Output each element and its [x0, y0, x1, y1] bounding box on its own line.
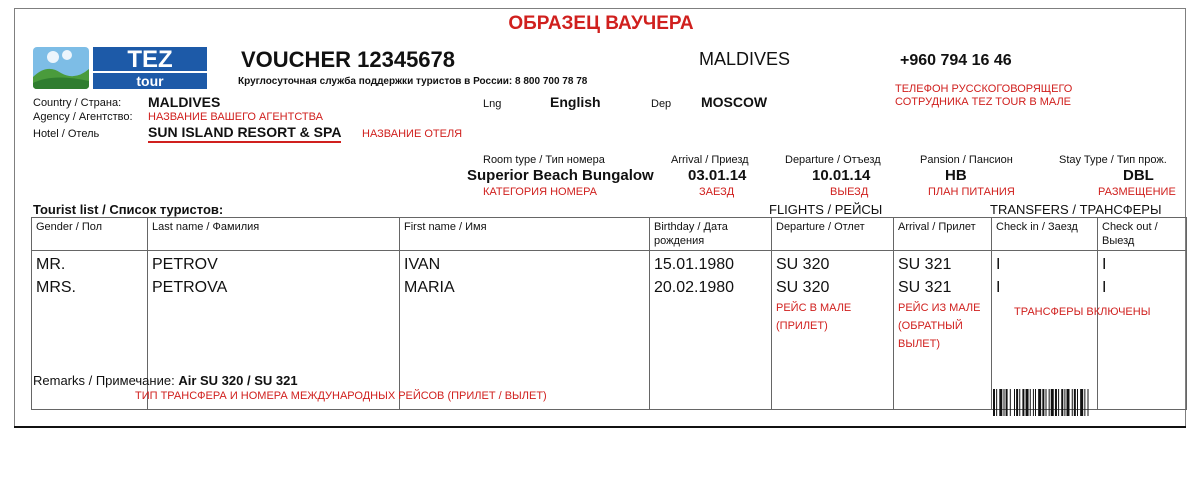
arrival-flight-1: SU 321	[898, 256, 952, 273]
birthday-2: 20.02.1980	[654, 279, 735, 296]
check-in-2: I	[996, 279, 1001, 296]
header-gender: Gender / Пол	[32, 218, 148, 251]
departure-flight-2: SU 320	[776, 279, 830, 296]
phone-note-line2: СОТРУДНИКА TEZ TOUR В МАЛЕ	[895, 96, 1072, 108]
check-out-2: I	[1102, 279, 1107, 296]
stay-type-label: Stay Type / Тип прож.	[1059, 154, 1167, 166]
header-arrival: Arrival / Прилет	[894, 218, 992, 251]
svg-text:tour: tour	[136, 73, 164, 89]
stay-type-value: DBL	[1123, 167, 1154, 184]
room-type-value: Superior Beach Bungalow	[467, 167, 654, 184]
departure-flight-note: РЕЙС В МАЛЕ (ПРИЛЕТ)	[776, 302, 852, 332]
agency-value: НАЗВАНИЕ ВАШЕГО АГЕНТСТВА	[148, 111, 323, 123]
check-in-1: I	[996, 256, 1001, 273]
phone-note-line1: ТЕЛЕФОН РУССКОГОВОРЯЩЕГО	[895, 83, 1073, 95]
support-line: Круглосуточная служба поддержки туристов в России: 8 800 700 78 78	[238, 76, 588, 87]
voucher-document	[14, 8, 1186, 428]
pansion-value: HB	[945, 167, 967, 184]
remarks	[33, 373, 298, 388]
departure-value: 10.01.14	[812, 167, 871, 184]
pansion-label: Pansion / Пансион	[920, 154, 1013, 166]
birthday-1: 15.01.1980	[654, 256, 735, 273]
check-out-1: I	[1102, 256, 1107, 273]
sample-title: ОБРАЗЕЦ ВАУЧЕРА	[508, 13, 694, 34]
header-check-out: Check out / Выезд	[1098, 218, 1187, 251]
lng-label: Lng	[483, 98, 502, 110]
hotel-value: SUN ISLAND RESORT & SPA	[148, 124, 341, 143]
arrival-note: ЗАЕЗД	[699, 186, 735, 198]
voucher-number: VOUCHER 12345678	[241, 47, 456, 72]
dep-value: MOSCOW	[701, 94, 768, 110]
departure-note: ВЫЕЗД	[830, 186, 869, 198]
header-check-in: Check in / Заезд	[992, 218, 1098, 251]
phone-number: +960 794 16 46	[900, 52, 1012, 69]
arrival-value: 03.01.14	[688, 167, 747, 184]
lng-value: English	[550, 94, 601, 110]
tez-tour-logo	[33, 45, 209, 91]
transfers-included-note: ТРАНСФЕРЫ ВКЛЮЧЕНЫ	[1014, 306, 1151, 318]
barcode-icon	[993, 389, 1183, 416]
last-name-2: PETROVA	[152, 279, 228, 296]
country-label: Country / Страна:	[33, 97, 122, 109]
room-type-note: КАТЕГОРИЯ НОМЕРА	[483, 186, 598, 198]
header-first-name: First name / Имя	[400, 218, 650, 251]
dep-label: Dep	[651, 98, 672, 110]
gender-1: MR.	[36, 256, 66, 273]
agency-label: Agency / Агентство:	[33, 111, 133, 123]
first-name-2: MARIA	[404, 279, 455, 296]
arrival-flight-note: РЕЙС ИЗ МАЛЕ (ОБРАТНЫЙ ВЫЛЕТ)	[898, 302, 981, 350]
destination: MALDIVES	[699, 49, 791, 69]
transfers-title: TRANSFERS / ТРАНСФЕРЫ	[990, 202, 1162, 217]
table-header-row	[32, 218, 1187, 251]
cell-departure	[772, 251, 894, 410]
cell-birthday	[650, 251, 772, 410]
svg-text:TEZ: TEZ	[127, 46, 173, 73]
arrival-label: Arrival / Приезд	[671, 154, 749, 166]
hotel-label: Hotel / Отель	[33, 128, 100, 140]
departure-flight-1: SU 320	[776, 256, 830, 273]
arrival-flight-2: SU 321	[898, 279, 952, 296]
remarks-label: Remarks / Примечание:	[33, 373, 175, 388]
pansion-note: ПЛАН ПИТАНИЯ	[928, 186, 1015, 198]
remarks-value: Air SU 320 / SU 321	[178, 373, 298, 388]
room-type-label: Room type / Тип номера	[483, 154, 605, 166]
cell-first-name	[400, 251, 650, 410]
hotel-note: НАЗВАНИЕ ОТЕЛЯ	[362, 128, 463, 140]
tourist-list-title: Tourist list / Список туристов:	[33, 202, 224, 217]
bottom-rule	[14, 426, 1186, 428]
cell-check-in	[992, 251, 1151, 410]
cell-arrival	[894, 251, 992, 410]
last-name-1: PETROV	[152, 256, 218, 273]
remarks-note: ТИП ТРАНСФЕРА И НОМЕРА МЕЖДУНАРОДНЫХ РЕЙСОВ (ПРИЛЕТ / ВЫЛЕТ)	[135, 390, 547, 402]
cell-check-out	[1098, 251, 1187, 410]
departure-label: Departure / Отъезд	[785, 154, 881, 166]
header-birthday: Birthday / Дата рождения	[650, 218, 772, 251]
gender-2: MRS.	[36, 279, 76, 296]
flights-title: FLIGHTS / РЕЙСЫ	[769, 202, 883, 217]
header-departure: Departure / Отлет	[772, 218, 894, 251]
first-name-1: IVAN	[404, 256, 441, 273]
stay-type-note: РАЗМЕЩЕНИЕ	[1098, 186, 1176, 198]
country-value: MALDIVES	[148, 94, 221, 110]
header-last-name: Last name / Фамилия	[148, 218, 400, 251]
